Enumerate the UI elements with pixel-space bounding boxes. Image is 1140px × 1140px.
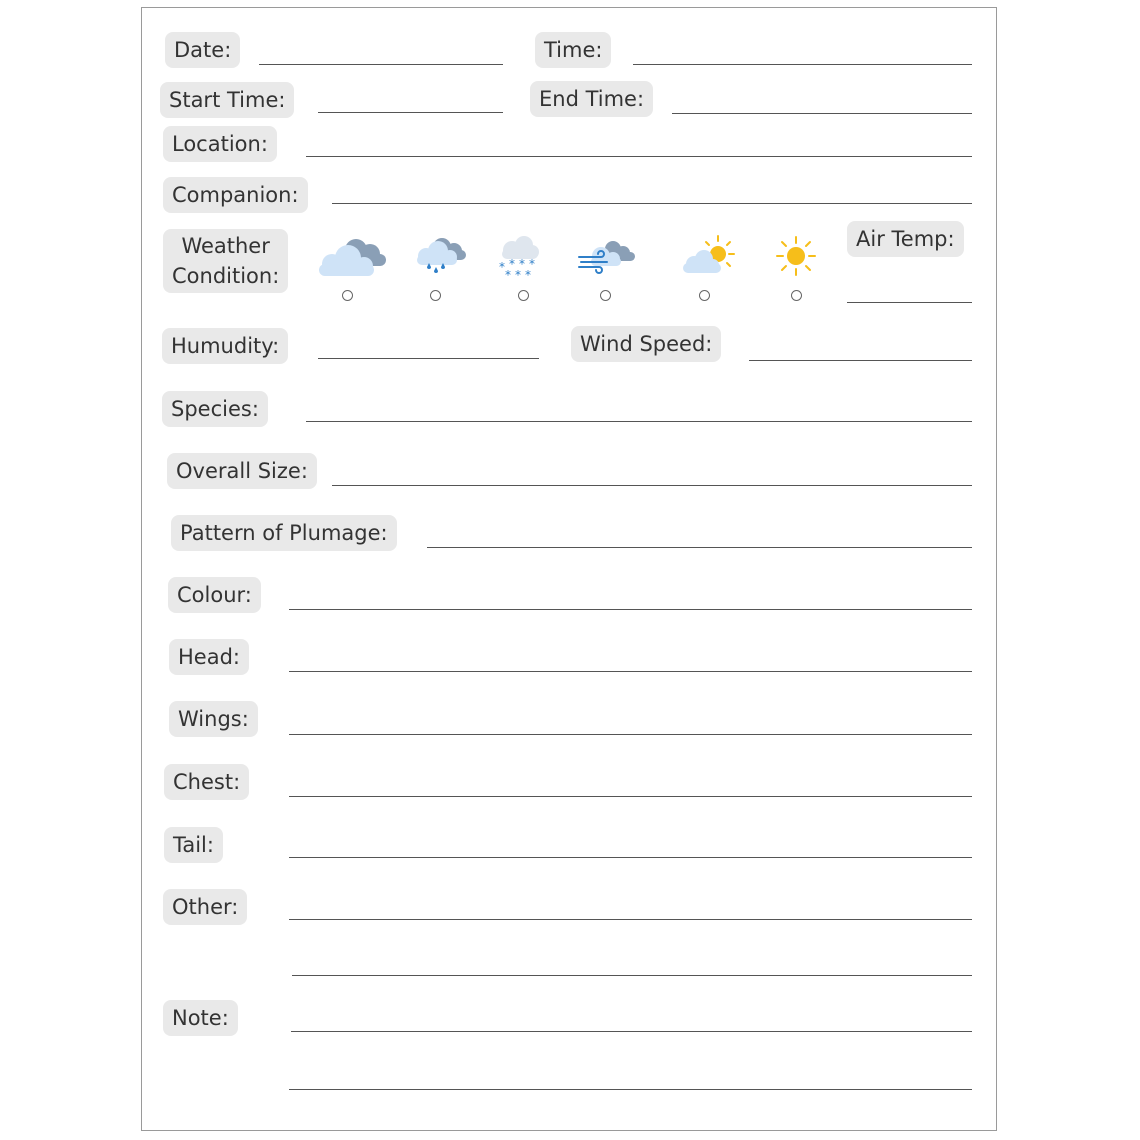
- rain-icon: [414, 236, 470, 276]
- colour-label: Colour:: [168, 577, 261, 613]
- species-label: Species:: [162, 391, 268, 427]
- other-label: Other:: [163, 889, 247, 925]
- tail-label: Tail:: [164, 827, 223, 863]
- weather-condition-label: [163, 229, 288, 293]
- windy-icon: [577, 238, 637, 274]
- time-label: Time:: [535, 32, 611, 68]
- weather-radio-snow[interactable]: [518, 290, 529, 301]
- companion-label: Companion:: [163, 177, 308, 213]
- end-time-label: End Time:: [530, 81, 653, 117]
- chest-label: Chest:: [164, 764, 249, 800]
- other-field-line2[interactable]: [292, 975, 972, 976]
- time-field[interactable]: [633, 64, 972, 65]
- wind-speed-field[interactable]: [749, 360, 972, 361]
- wings-field[interactable]: [289, 734, 972, 735]
- sunny-icon: [775, 235, 817, 277]
- partly-sunny-icon: [680, 234, 736, 276]
- field-notes-sheet: [141, 7, 997, 1131]
- other-field[interactable]: [289, 919, 972, 920]
- wings-label: Wings:: [169, 701, 258, 737]
- chest-field[interactable]: [289, 796, 972, 797]
- svg-text:*: *: [509, 257, 515, 271]
- date-label: Date:: [165, 32, 240, 68]
- svg-text:*: *: [529, 257, 535, 271]
- wind-speed-label: Wind Speed:: [571, 326, 721, 362]
- cloudy-icon: [316, 234, 390, 278]
- head-field[interactable]: [289, 671, 972, 672]
- weather-radio-windy[interactable]: [600, 290, 611, 301]
- end-time-field[interactable]: [672, 113, 972, 114]
- svg-text:*: *: [515, 268, 521, 280]
- weather-label-line2: Condition:: [172, 264, 280, 288]
- date-field[interactable]: [259, 64, 503, 65]
- svg-text:*: *: [499, 260, 505, 274]
- air-temp-field[interactable]: [847, 302, 972, 303]
- humidity-label: Humudity:: [162, 328, 288, 364]
- svg-text:*: *: [519, 257, 525, 271]
- weather-radio-sunny[interactable]: [791, 290, 802, 301]
- note-label: Note:: [163, 1000, 238, 1036]
- start-time-field[interactable]: [318, 112, 503, 113]
- species-field[interactable]: [306, 421, 972, 422]
- location-field[interactable]: [306, 156, 972, 157]
- start-time-label: Start Time:: [160, 82, 294, 118]
- note-field[interactable]: [291, 1031, 972, 1032]
- colour-field[interactable]: [289, 609, 972, 610]
- pattern-of-plumage-field[interactable]: [427, 547, 972, 548]
- air-temp-label: Air Temp:: [847, 221, 964, 257]
- svg-text:*: *: [505, 268, 511, 280]
- pattern-of-plumage-label: Pattern of Plumage:: [171, 515, 397, 551]
- weather-radio-rain[interactable]: [430, 290, 441, 301]
- companion-field[interactable]: [332, 203, 972, 204]
- overall-size-field[interactable]: [332, 485, 972, 486]
- weather-radio-cloudy[interactable]: [342, 290, 353, 301]
- weather-label-line1: Weather: [181, 234, 270, 258]
- tail-field[interactable]: [289, 857, 972, 858]
- humidity-field[interactable]: [318, 358, 539, 359]
- note-field-line2[interactable]: [289, 1089, 972, 1090]
- overall-size-label: Overall Size:: [167, 453, 317, 489]
- location-label: Location:: [163, 126, 277, 162]
- snow-icon: [496, 234, 544, 280]
- weather-radio-partly-sunny[interactable]: [699, 290, 710, 301]
- svg-text:*: *: [525, 268, 531, 280]
- head-label: Head:: [169, 639, 249, 675]
